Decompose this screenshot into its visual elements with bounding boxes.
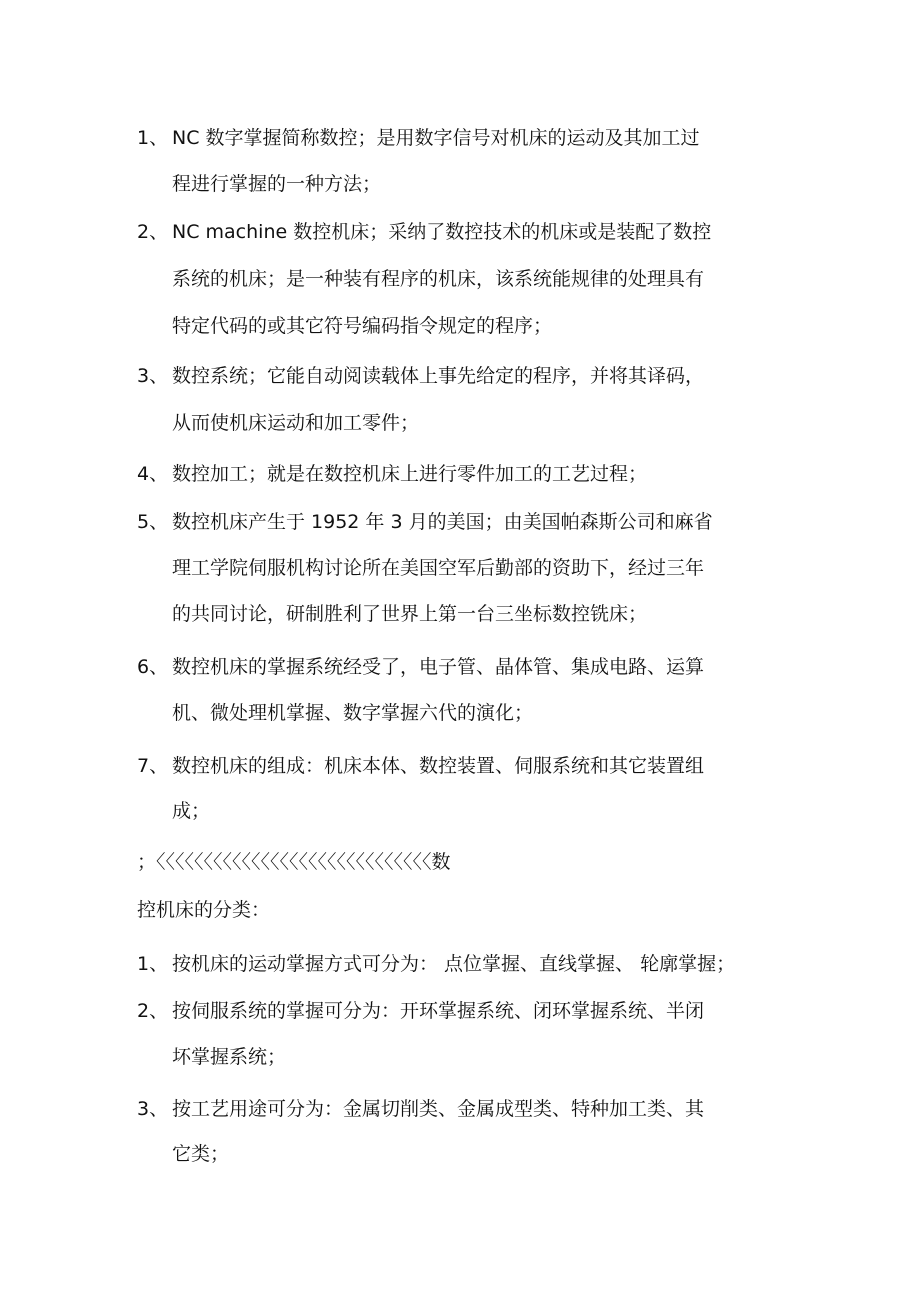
item-number: 3、 [137,365,169,387]
item-number: 2、 [137,221,169,243]
item-text-line: 数控机床产生于 1952 年 3 月的美国；由美国帕森斯公司和麻省 [172,511,713,533]
item-number: 4、 [137,463,169,485]
item-text-line: 坏掌握系统； [172,1046,287,1068]
item-number: 7、 [137,755,169,777]
item-text-line: 按机床的运动掌握方式可分为： 点位掌握、直线掌握、 轮廓掌握； [172,953,736,975]
item-text-line: 系统的机床；是一种装有程序的机床，该系统能规律的处理具有 [172,268,705,290]
item-text-line: 数控加工；就是在数控机床上进行零件加工的工艺过程； [172,463,648,485]
item-text-line: 特定代码的或其它符号编码指令规定的程序； [172,315,553,337]
item-text-line: 从而使机床运动和加工零件； [172,412,420,434]
separator-text: ；〈〈〈〈〈〈〈〈〈〈〈〈〈〈〈〈〈〈〈〈〈〈〈〈〈〈〈〈〈数 [137,851,451,873]
item-text-line: 按伺服系统的掌握可分为：开环掌握系统、闭环掌握系统、半闭 [172,1000,705,1022]
item-number: 5、 [137,511,169,533]
item-text-line: 它类； [172,1143,230,1165]
item-number: 1、 [137,127,169,149]
item-number: 1、 [137,953,169,975]
item-text-line: 理工学院伺服机构讨论所在美国空军后勤部的资助下，经过三年 [172,557,705,579]
item-text-line: 数控机床的组成：机床本体、数控装置、伺服系统和其它装置组 [172,755,705,777]
item-text-line: 成； [172,800,211,822]
section-title-text: 控机床的分类： [137,899,271,921]
item-text-line: NC machine 数控机床；采纳了数控技术的机床或是装配了数控 [172,221,712,243]
item-number: 3、 [137,1098,169,1120]
item-text-line: 数控机床的掌握系统经受了，电子管、晶体管、集成电路、运算 [172,656,705,678]
item-number: 2、 [137,1000,169,1022]
item-number: 6、 [137,656,169,678]
item-text-line: NC 数字掌握简称数控；是用数字信号对机床的运动及其加工过 [172,127,700,149]
item-text-line: 机、微处理机掌握、数字掌握六代的演化； [172,702,534,724]
item-text-line: 程进行掌握的一种方法； [172,173,382,195]
item-text-line: 数控系统；它能自动阅读载体上事先给定的程序，并将其译码， [172,365,705,387]
item-text-line: 按工艺用途可分为：金属切削类、金属成型类、特种加工类、其 [172,1098,705,1120]
item-text-line: 的共同讨论，研制胜利了世界上第一台三坐标数控铣床； [172,603,648,625]
